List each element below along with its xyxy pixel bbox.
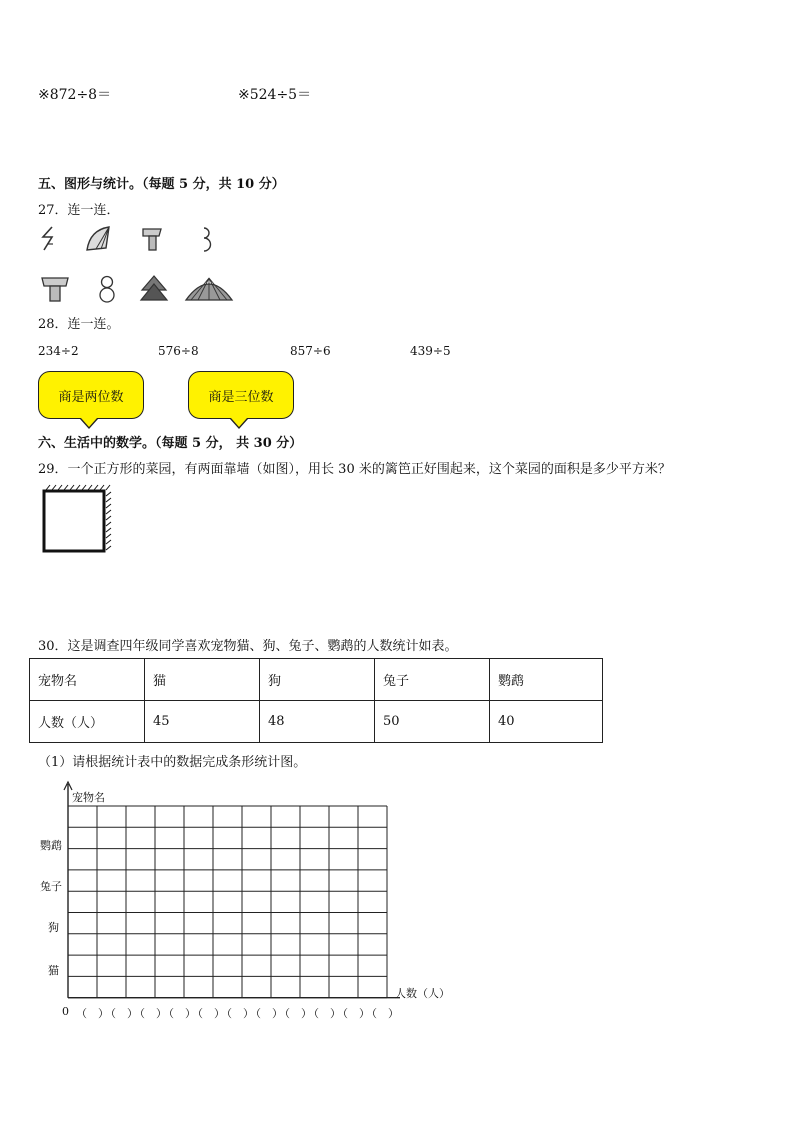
chart-category-label: 猫 <box>48 964 59 977</box>
table-cell: 45 <box>145 701 260 743</box>
calc-q2: ※524÷5＝ <box>238 87 312 103</box>
tick-blank: （ ） <box>192 1007 225 1020</box>
partial-shape-1-icon <box>38 224 62 254</box>
table-cell: 50 <box>375 701 490 743</box>
table-row <box>30 701 603 743</box>
tick-blank: （ ） <box>366 1007 399 1020</box>
table-cell: 兔子 <box>375 659 490 701</box>
bubble-two-digit-label: 商是两位数 <box>58 389 124 405</box>
pet-table <box>29 658 603 743</box>
tree-icon <box>138 274 170 304</box>
tick-blank: （ ） <box>279 1007 312 1020</box>
bubble-two-digit <box>38 371 144 419</box>
q28-item-2: 576÷8 <box>158 344 199 358</box>
bubble-three-digit <box>188 371 294 419</box>
table-cell: 宠物名 <box>30 659 145 701</box>
q30-1-text: （1）请根据统计表中的数据完成条形统计图。 <box>38 755 307 770</box>
tick-blank: （ ） <box>250 1007 283 1020</box>
q27-text: 27．连一连． <box>38 203 120 218</box>
tick-blank: （ ） <box>76 1007 109 1020</box>
bubble-three-digit-label: 商是三位数 <box>208 389 274 405</box>
table-cell: 猫 <box>145 659 260 701</box>
chart-category-label: 鹦鹉 <box>40 839 62 852</box>
calc-q1: ※872÷8＝ <box>38 87 112 103</box>
bar-chart-grid <box>60 780 400 1012</box>
table-cell: 40 <box>490 701 603 743</box>
table-cell: 48 <box>260 701 375 743</box>
chart-category-label: 狗 <box>48 921 59 934</box>
chart-category-label: 兔子 <box>40 880 62 893</box>
tick-blank: （ ） <box>134 1007 167 1020</box>
chart-origin: 0 <box>62 1005 69 1018</box>
q29-text: 29．一个正方形的菜园，有两面靠墙（如图），用长 30 米的篱笆正好围起来，这个菜园的面积是多少平方米？ <box>38 462 671 477</box>
umbrella-icon <box>184 276 234 304</box>
section5-title: 五、图形与统计。（每题 5 分，共 10 分） <box>38 177 285 192</box>
q28-text: 28．连一连。 <box>38 317 120 332</box>
table-cell: 人数（人） <box>30 701 145 743</box>
partial-snowman-icon <box>194 224 214 254</box>
table-cell: 狗 <box>260 659 375 701</box>
tick-blank: （ ） <box>337 1007 370 1020</box>
tick-blank: （ ） <box>163 1007 196 1020</box>
chart-x-title: 人数（人） <box>395 987 450 1000</box>
q30-text: 30．这是调查四年级同学喜欢宠物猫、狗、兔子、鹦鹉的人数统计如表。 <box>38 639 458 654</box>
partial-mushroom-icon <box>140 224 164 254</box>
table-row <box>30 659 603 701</box>
mushroom-icon <box>40 274 70 304</box>
square-garden-figure <box>40 484 112 556</box>
snowman-icon <box>95 274 119 304</box>
partial-umbrella-icon <box>84 224 114 254</box>
q28-item-1: 234÷2 <box>38 344 79 358</box>
q28-item-3: 857÷6 <box>290 344 331 358</box>
chart-y-title: 宠物名 <box>72 791 105 804</box>
tick-blank: （ ） <box>221 1007 254 1020</box>
table-cell: 鹦鹉 <box>490 659 603 701</box>
section6-title: 六、生活中的数学。（每题 5 分， 共 30 分） <box>38 436 303 451</box>
tick-blank: （ ） <box>105 1007 138 1020</box>
q28-item-4: 439÷5 <box>410 344 451 358</box>
tick-blank: （ ） <box>308 1007 341 1020</box>
